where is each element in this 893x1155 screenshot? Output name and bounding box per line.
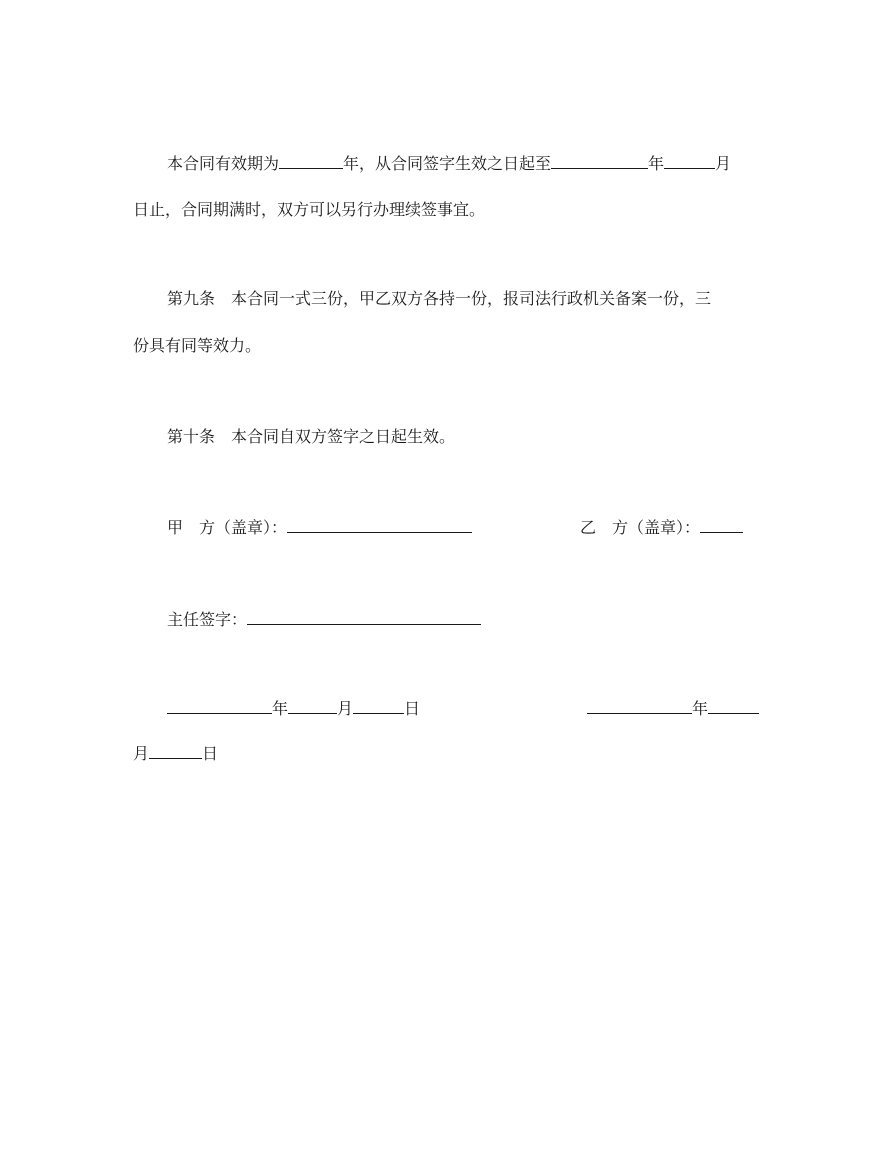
validity-line-1 [167, 153, 731, 174]
director-signature-blank[interactable] [247, 609, 481, 625]
party-a-day-blank[interactable] [353, 698, 404, 714]
article-10: 第十条 本合同自双方签字之日起生效。 [167, 427, 456, 446]
party-a-year-blank[interactable] [167, 698, 272, 714]
article-9-line-2: 份具有同等效力。 [133, 336, 262, 355]
party-a-month-blank[interactable] [288, 698, 337, 714]
validity-text-c: 年 [648, 154, 665, 173]
party-a-year-label: 年 [272, 699, 289, 718]
validity-years-blank[interactable] [279, 153, 343, 169]
validity-text-b: 年，从合同签字生效之日起至 [343, 154, 552, 173]
validity-end-month-blank[interactable] [664, 153, 715, 169]
validity-text-a: 本合同有效期为 [167, 154, 280, 173]
party-a-day-label: 日 [404, 699, 421, 718]
party-b-year-label: 年 [692, 699, 709, 718]
director-label: 主任签字： [167, 610, 248, 629]
party-a-month-label: 月 [337, 699, 354, 718]
validity-end-year-blank[interactable] [551, 153, 648, 169]
party-b-signature [580, 517, 743, 538]
party-b-day-blank[interactable] [149, 743, 202, 759]
party-b-date-line-1 [587, 698, 759, 719]
party-a-label: 甲 方（盖章）： [167, 518, 288, 537]
party-a-seal-blank[interactable] [287, 517, 472, 533]
validity-text-d: 月 [715, 154, 732, 173]
article-9-line-1: 第九条 本合同一式三份，甲乙双方各持一份，报司法行政机关备案一份，三 [167, 289, 712, 308]
party-a-signature [167, 517, 472, 538]
party-b-day-label: 日 [202, 744, 219, 763]
party-b-label: 乙 方（盖章）： [580, 518, 701, 537]
party-b-seal-blank[interactable] [700, 517, 743, 533]
party-a-date [167, 698, 420, 719]
party-b-date-line-2 [133, 743, 218, 764]
party-b-month-label: 月 [133, 744, 150, 763]
validity-line-2: 日止，合同期满时，双方可以另行办理续签事宜。 [133, 200, 486, 219]
party-b-month-blank-end [708, 698, 759, 714]
party-b-year-blank[interactable] [587, 698, 692, 714]
director-signature [167, 609, 481, 630]
